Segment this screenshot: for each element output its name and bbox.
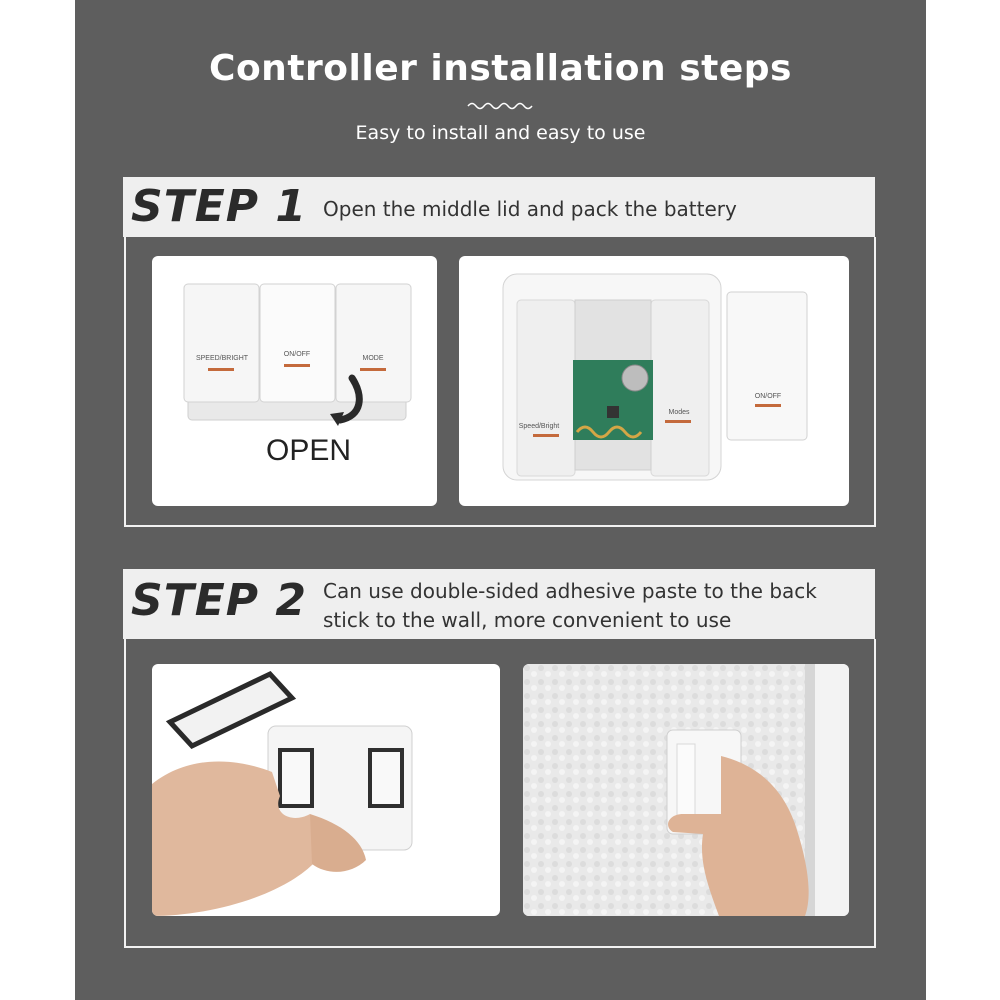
step2-description-line2: stick to the wall, more convenient to use bbox=[323, 608, 732, 632]
battery-compartment-illustration bbox=[459, 256, 849, 506]
page-subtitle: Easy to install and easy to use bbox=[355, 122, 646, 144]
button-label-mode: MODE bbox=[362, 355, 384, 362]
wall-mount-illustration bbox=[523, 664, 849, 916]
step1-label: STEP 1 bbox=[131, 181, 307, 232]
photo-label-modes: Modes bbox=[668, 409, 690, 416]
step1-photo-closed-switch bbox=[152, 256, 437, 506]
step2-label: STEP 2 bbox=[131, 575, 307, 626]
adhesive-illustration bbox=[152, 664, 500, 916]
detached-button-cover bbox=[727, 292, 807, 440]
wave-divider-icon bbox=[466, 100, 534, 110]
photo-label-speed-bright: Speed/Bright bbox=[518, 423, 560, 430]
step2-photo-wall bbox=[523, 664, 849, 916]
step2-description-line1: Can use double-sided adhesive paste to the back bbox=[323, 579, 817, 603]
button-label-onoff: ON/OFF bbox=[283, 351, 311, 358]
open-caption: OPEN bbox=[266, 434, 352, 467]
step2-description bbox=[323, 577, 817, 635]
step1-banner bbox=[123, 177, 875, 237]
button-label-speed: SPEED/BRIGHT bbox=[195, 355, 249, 362]
step1-description: Open the middle lid and pack the battery bbox=[323, 197, 737, 221]
step2-banner bbox=[123, 569, 875, 639]
page-title: Controller installation steps bbox=[209, 48, 792, 89]
photo-label-onoff: ON/OFF bbox=[754, 393, 782, 400]
switch-illustration bbox=[152, 256, 437, 506]
step2-photo-adhesive bbox=[152, 664, 500, 916]
step1-photo-battery bbox=[459, 256, 849, 506]
